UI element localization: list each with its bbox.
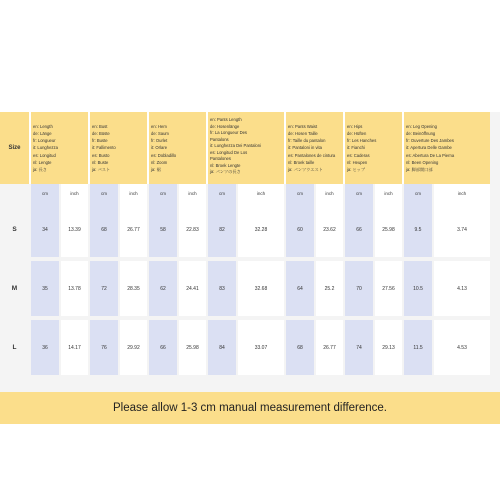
- header-line: es: Busto: [92, 152, 110, 158]
- header-line: fr: Ouverture Des Jambes: [406, 138, 454, 144]
- header-line: de: Länge: [33, 131, 52, 137]
- table-cell: 68: [88, 202, 118, 257]
- header-line: es: Dobladillo: [151, 152, 177, 158]
- table-cell: 36: [29, 320, 59, 375]
- unit-inch-label: inch: [59, 184, 88, 202]
- unit-inch-label: inch: [432, 184, 490, 202]
- table-cell: 74: [343, 320, 373, 375]
- table-cell: 11.5: [402, 320, 432, 375]
- table-cell: 25.98: [373, 202, 402, 257]
- table-cell: 13.78: [59, 261, 88, 316]
- table-cell: 35: [29, 261, 59, 316]
- table-cell: 28.35: [118, 261, 147, 316]
- size-subheader-blank: [0, 184, 29, 202]
- header-line: nl: Buste: [92, 159, 109, 165]
- header-line: fr: Longueur: [33, 138, 56, 144]
- header-line: it: Lunghezza: [33, 145, 58, 151]
- header-line: en: Pants Length: [210, 117, 242, 122]
- header-line: de: Beinöffnung: [406, 131, 436, 137]
- table-cell: 32.28: [236, 202, 284, 257]
- header-line: ja: 長さ: [33, 166, 47, 172]
- size-chart-table: [0, 112, 500, 392]
- unit-cm-label: cm: [147, 184, 177, 202]
- table-cell: 9.5: [402, 202, 432, 257]
- header-line: ja: 脚部開口部: [406, 166, 433, 172]
- length-header: [29, 112, 88, 184]
- table-cell: 33.07: [236, 320, 284, 375]
- header-line: fr: Ourlet: [151, 138, 168, 144]
- pants-waist-header: [284, 112, 343, 184]
- header-line: ja: 裾: [151, 166, 161, 172]
- table-cell: 83: [206, 261, 236, 316]
- unit-inch-label: inch: [314, 184, 343, 202]
- table-cell: 76: [88, 320, 118, 375]
- size-label-s: S: [0, 202, 29, 257]
- table-cell: 29.13: [373, 320, 402, 375]
- table-cell: 27.56: [373, 261, 402, 316]
- header-line: it: Orlare: [151, 145, 168, 151]
- size-label-m: M: [0, 261, 29, 316]
- unit-cm-label: cm: [206, 184, 236, 202]
- header-line: nl: Broek taille: [288, 159, 315, 165]
- header-line: Pantalones: [210, 156, 231, 161]
- size-label-l: L: [0, 320, 29, 375]
- header-line: es: Longitud De Los: [210, 149, 248, 155]
- header-line: de: Hosenlänge: [210, 123, 240, 129]
- header-line: en: Length: [33, 124, 53, 129]
- table-cell: 58: [147, 202, 177, 257]
- table-cell: 60: [284, 202, 314, 257]
- bust-header: [88, 112, 147, 184]
- header-line: ja: バスト: [92, 166, 111, 172]
- header-line: de: Büste: [92, 131, 110, 137]
- header-line: nl: Broek Lengte: [210, 162, 241, 168]
- header-line: en: Hips: [347, 124, 363, 129]
- pants-length-header: [206, 112, 284, 184]
- table-bottom-padding: [0, 375, 490, 392]
- header-line: fr: Buste: [92, 138, 108, 144]
- header-line: nl: Been Opening: [406, 159, 439, 165]
- unit-cm-label: cm: [343, 184, 373, 202]
- table-cell: 3.74: [432, 202, 490, 257]
- header-line: nl: Lengte: [33, 159, 52, 165]
- measurement-note: Please allow 1-3 cm manual measurement difference.: [0, 392, 500, 424]
- table-cell: 26.77: [118, 202, 147, 257]
- header-line: ja: パンツの長さ: [210, 169, 241, 174]
- hips-header: [343, 112, 402, 184]
- header-line: de: Hosen Taille: [288, 131, 318, 137]
- header-line: nl: Heupen: [347, 159, 368, 165]
- header-line: en: Pants Waist: [288, 124, 318, 129]
- header-line: it: Fallimento: [92, 145, 116, 151]
- header-line: en: Bust: [92, 124, 108, 129]
- header-line: es: Abertura De La Pierna: [406, 152, 455, 158]
- header-line: it: Apertura Delle Gambe: [406, 145, 452, 151]
- table-cell: 66: [343, 202, 373, 257]
- table-cell: 22.83: [177, 202, 206, 257]
- table-cell: 70: [343, 261, 373, 316]
- table-cell: 68: [284, 320, 314, 375]
- unit-inch-label: inch: [236, 184, 284, 202]
- header-line: es: Caderas: [347, 152, 370, 158]
- leg-opening-header: [402, 112, 490, 184]
- table-cell: 82: [206, 202, 236, 257]
- table-cell: 32.68: [236, 261, 284, 316]
- header-line: en: Hem: [151, 124, 167, 129]
- table-cell: 25.98: [177, 320, 206, 375]
- table-cell: 13.39: [59, 202, 88, 257]
- header-line: de: Saum: [151, 131, 169, 137]
- table-cell: 26.77: [314, 320, 343, 375]
- table-cell: 25.2: [314, 261, 343, 316]
- table-cell: 10.5: [402, 261, 432, 316]
- header-line: de: Hüften: [347, 131, 367, 137]
- table-cell: 62: [147, 261, 177, 316]
- header-line: Pantalons: [210, 136, 229, 142]
- unit-inch-label: inch: [118, 184, 147, 202]
- table-cell: 72: [88, 261, 118, 316]
- header-line: en: Leg Opening: [406, 124, 437, 129]
- size-column-header: Size: [0, 112, 29, 184]
- table-cell: 84: [206, 320, 236, 375]
- size-chart-grid: [0, 112, 500, 392]
- header-line: fr: Les Hanches: [347, 138, 377, 144]
- table-cell: 4.53: [432, 320, 490, 375]
- table-cell: 23.62: [314, 202, 343, 257]
- header-line: fr: Taille du pantalon: [288, 138, 326, 144]
- unit-cm-label: cm: [29, 184, 59, 202]
- header-line: es: Longitud: [33, 152, 56, 158]
- unit-cm-label: cm: [88, 184, 118, 202]
- table-cell: 64: [284, 261, 314, 316]
- table-cell: 66: [147, 320, 177, 375]
- header-line: it: Fianchi: [347, 145, 365, 151]
- unit-inch-label: inch: [373, 184, 402, 202]
- header-line: es: Pantalones de cintura: [288, 152, 336, 158]
- table-cell: 4.13: [432, 261, 490, 316]
- table-cell: 14.17: [59, 320, 88, 375]
- hem-header: [147, 112, 206, 184]
- header-line: ja: ヒップ: [347, 166, 366, 172]
- table-cell: 29.92: [118, 320, 147, 375]
- header-line: fr: La Longueur Des: [210, 130, 248, 135]
- table-cell: 34: [29, 202, 59, 257]
- table-cell: 24.41: [177, 261, 206, 316]
- header-line: it: Lunghezza Dei Pantaloni: [210, 143, 261, 148]
- header-line: ja: パンツウエスト: [288, 166, 323, 172]
- header-line: nl: Zoom: [151, 159, 168, 165]
- unit-cm-label: cm: [402, 184, 432, 202]
- unit-cm-label: cm: [284, 184, 314, 202]
- header-line: it: Pantaloni in vita: [288, 145, 322, 151]
- unit-inch-label: inch: [177, 184, 206, 202]
